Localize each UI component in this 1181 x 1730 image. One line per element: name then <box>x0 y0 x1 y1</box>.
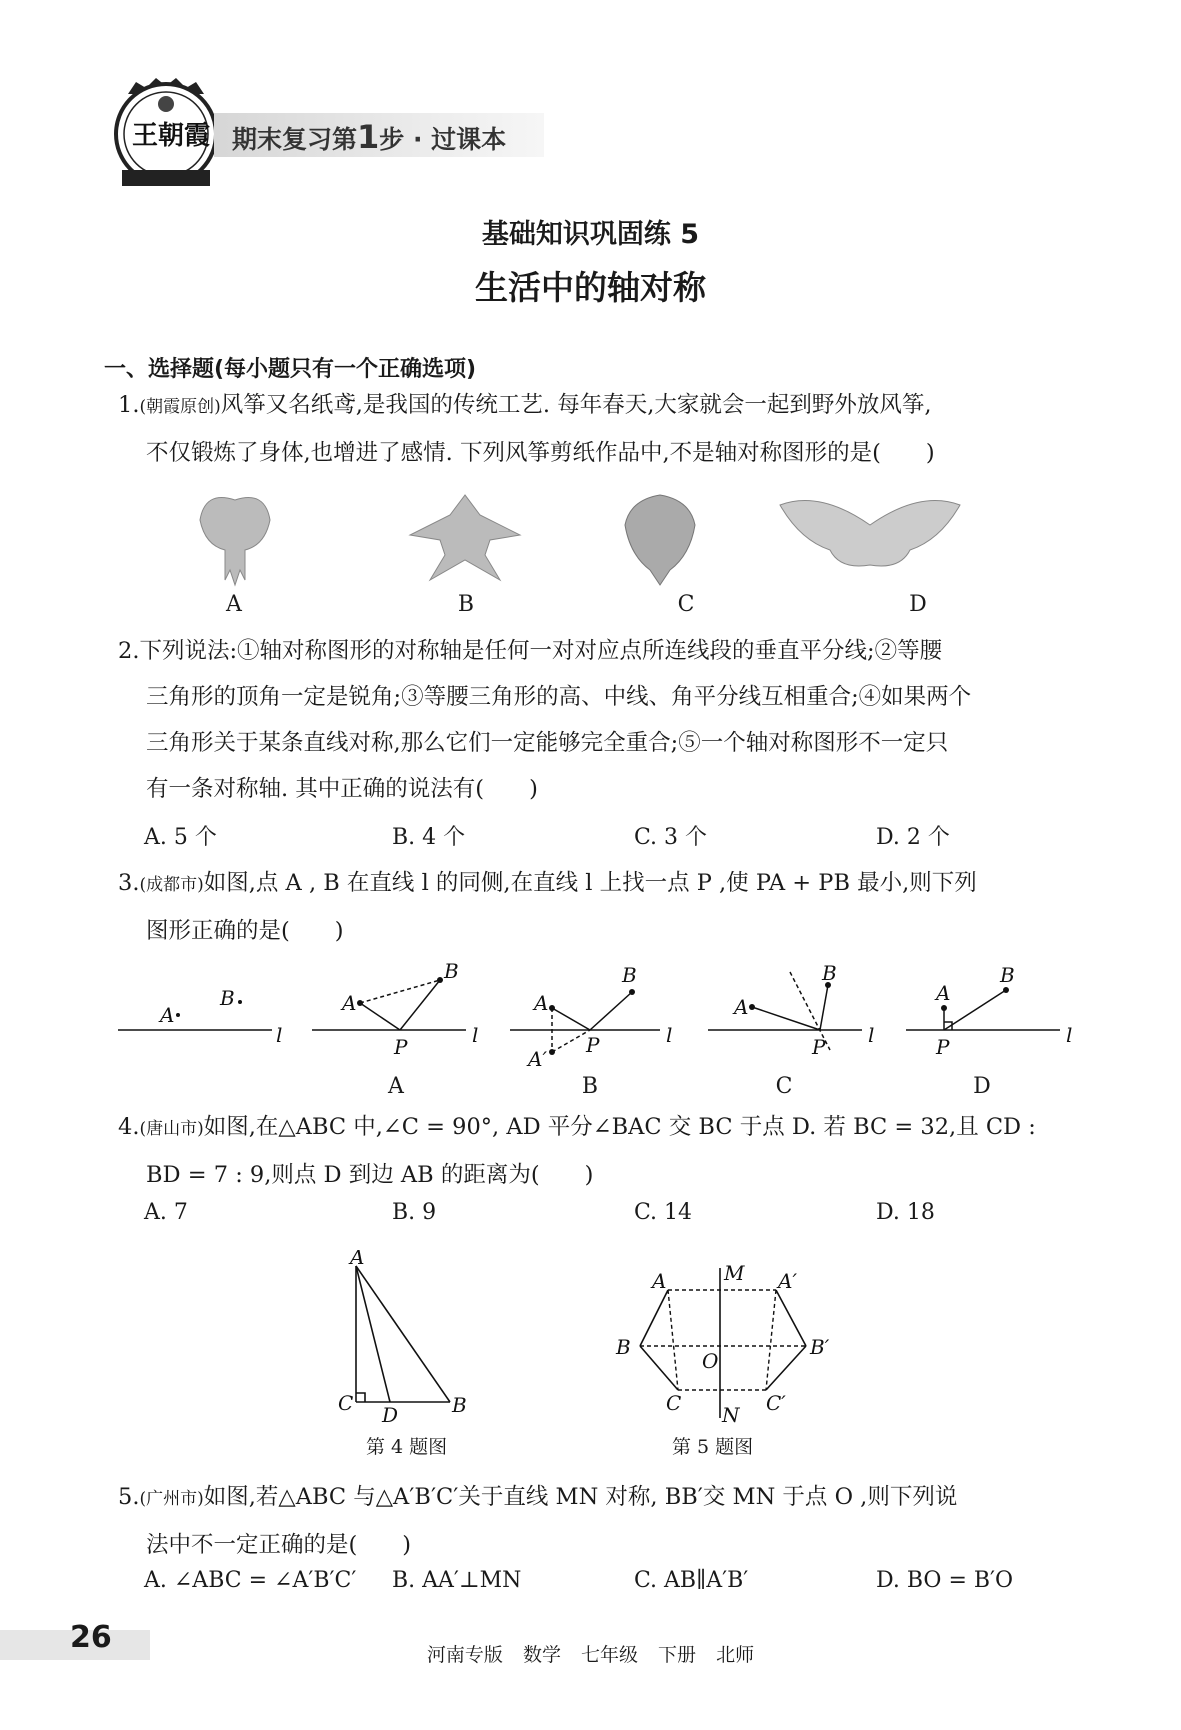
q3-base-label-b: B <box>220 986 235 1010</box>
q3-source: (成都市) <box>139 875 204 895</box>
q4-option-c: C. 14 <box>634 1200 693 1225</box>
q5-line-2: 法中不一定正确的是( ) <box>146 1532 412 1558</box>
q2-option-c: C. 3 个 <box>634 825 708 850</box>
q2-option-a: A. 5 个 <box>144 825 217 850</box>
q3-option-d: D <box>973 1074 991 1099</box>
q3-figures <box>110 960 1080 1070</box>
banner-suffix: 步 · 过课本 <box>379 125 507 154</box>
fig4-label-a: A <box>350 1250 365 1269</box>
q3-b-label-p: P <box>586 1033 600 1057</box>
q3-option-a: A <box>388 1074 404 1099</box>
q2-line-2: 三角形的顶角一定是锐角;③等腰三角形的高、中线、角平分线互相重合;④如果两个 <box>146 684 972 710</box>
kite-c-image <box>625 495 695 585</box>
kite-d-image <box>780 501 960 567</box>
kite-c-label: C <box>677 592 695 617</box>
q2-number: 2. <box>118 638 140 664</box>
q2-option-b: B. 4 个 <box>392 825 466 850</box>
fig5-label-c: C <box>666 1391 682 1415</box>
q4-line-1: 如图,在△ABC 中,∠C = 90°, AD 平分∠BAC 交 BC 于点 D. 若 BC = 32,且 CD : <box>203 1114 1036 1140</box>
fig4-label-c: C <box>338 1391 354 1415</box>
figure-4 <box>330 1250 480 1430</box>
fig4-label-b: B <box>452 1393 467 1417</box>
q2-option-d: D. 2 个 <box>876 825 950 850</box>
footer-info: 河南专版 数学 七年级 下册 北师 <box>426 1644 755 1666</box>
q4-option-d: D. 18 <box>876 1200 935 1225</box>
kite-d-label: D <box>909 592 927 617</box>
fig5-label-a-prime: A′ <box>778 1269 797 1293</box>
q3-d-label-b: B <box>1000 963 1015 987</box>
q1-kite-images <box>180 490 1000 590</box>
q3-a-label-a: A <box>342 991 357 1015</box>
q5-option-c: C. AB∥A′B′ <box>634 1568 749 1593</box>
q3-c-label-b: B <box>822 961 837 985</box>
q3-b-label-a2: A′ <box>528 1047 547 1070</box>
fig5-label-n: N <box>722 1403 740 1427</box>
kite-b-label: B <box>457 592 475 617</box>
page-subtitle: 基础知识巩固练 5 <box>481 219 700 250</box>
kite-a-image <box>200 498 270 586</box>
q1-number: 1. <box>118 392 140 418</box>
q3-option-c: C <box>775 1074 793 1099</box>
kite-a-label: A <box>226 592 242 617</box>
q3-d-label-p: P <box>936 1035 950 1059</box>
figure-4-caption: 第 4 题图 <box>366 1436 448 1458</box>
q3-d-label-l: l <box>1066 1023 1073 1047</box>
q3-c-label-a: A <box>734 995 749 1019</box>
q4-option-a: A. 7 <box>144 1200 188 1225</box>
question-2 <box>118 628 1078 812</box>
q3-base-label-l: l <box>276 1023 283 1047</box>
question-1 <box>118 382 1078 476</box>
q3-d-label-a: A <box>936 981 951 1005</box>
q4-number: 4. <box>118 1114 140 1140</box>
q5-option-a: A. ∠ABC = ∠A′B′C′ <box>144 1568 357 1593</box>
q1-line-1: 风筝又名纸鸢,是我国的传统工艺. 每年春天,大家就会一起到野外放风筝, <box>220 392 932 418</box>
q3-a-label-l: l <box>472 1023 479 1047</box>
q3-c-label-l: l <box>868 1023 875 1047</box>
banner-step-number: 1 <box>357 118 380 156</box>
q3-line-1: 如图,点 A , B 在直线 l 的同侧,在直线 l 上找一点 P ,使 PA + PB 最小,则下列 <box>203 870 977 896</box>
q4-option-b: B. 9 <box>392 1200 437 1225</box>
section-title: 一、选择题(每小题只有一个正确选项) <box>104 357 477 382</box>
q5-source: (广州市) <box>139 1489 204 1509</box>
q3-b-label-l: l <box>666 1023 673 1047</box>
banner-prefix: 期末复习第 <box>232 125 358 154</box>
fig5-label-b-prime: B′ <box>810 1335 830 1359</box>
q4-line-2: BD = 7 : 9,则点 D 到边 AB 的距离为( ) <box>146 1162 594 1188</box>
q3-option-b: B <box>581 1074 599 1099</box>
page-number: 26 <box>70 1620 112 1655</box>
q3-c-label-p: P <box>812 1035 826 1059</box>
q5-line-1: 如图,若△ABC 与△A′B′C′关于直线 MN 对称, BB′交 MN 于点 O ,则下列说 <box>203 1484 958 1510</box>
q1-line-2: 不仅锻炼了身体,也增进了感情. 下列风筝剪纸作品中,不是轴对称图形的是( ) <box>146 440 935 466</box>
q2-line-3: 三角形关于某条直线对称,那么它们一定能够完全重合;⑤一个轴对称图形不一定只 <box>146 730 949 756</box>
question-4 <box>118 1104 1078 1198</box>
q2-line-1: 下列说法:①轴对称图形的对称轴是任何一对对应点所连线段的垂直平分线;②等腰 <box>139 638 943 664</box>
q3-line-2: 图形正确的是( ) <box>146 918 344 944</box>
banner-text <box>232 118 506 156</box>
q5-number: 5. <box>118 1484 140 1510</box>
fig5-label-b: B <box>616 1335 631 1359</box>
fig5-label-m: M <box>724 1261 745 1285</box>
q4-source: (唐山市) <box>139 1119 204 1139</box>
page-title: 生活中的轴对称 <box>475 268 706 307</box>
q3-base-label-a: A <box>160 1003 175 1027</box>
q1-source: (朝霞原创) <box>139 397 221 417</box>
q5-option-d: D. BO = B′O <box>876 1568 1014 1593</box>
fig5-label-a: A <box>652 1269 667 1293</box>
fig4-label-d: D <box>382 1403 399 1427</box>
q2-line-4: 有一条对称轴. 其中正确的说法有( ) <box>146 776 538 802</box>
brand-logo <box>108 74 224 192</box>
question-3 <box>118 860 1078 954</box>
fig5-label-c-prime: C′ <box>766 1391 786 1415</box>
kite-b-image <box>410 495 520 580</box>
brand-name: 王朝霞 <box>132 121 211 151</box>
fig5-label-o: O <box>702 1349 719 1373</box>
figure-5-caption: 第 5 题图 <box>672 1436 754 1458</box>
q3-a-label-p: P <box>394 1035 408 1059</box>
figure-5 <box>600 1250 860 1430</box>
q3-b-label-a: A <box>534 991 549 1015</box>
q3-number: 3. <box>118 870 140 896</box>
q3-a-label-b: B <box>444 960 459 983</box>
q3-b-label-b: B <box>622 963 637 987</box>
q5-option-b: B. AA′⊥MN <box>392 1568 522 1593</box>
question-5 <box>118 1474 1078 1568</box>
